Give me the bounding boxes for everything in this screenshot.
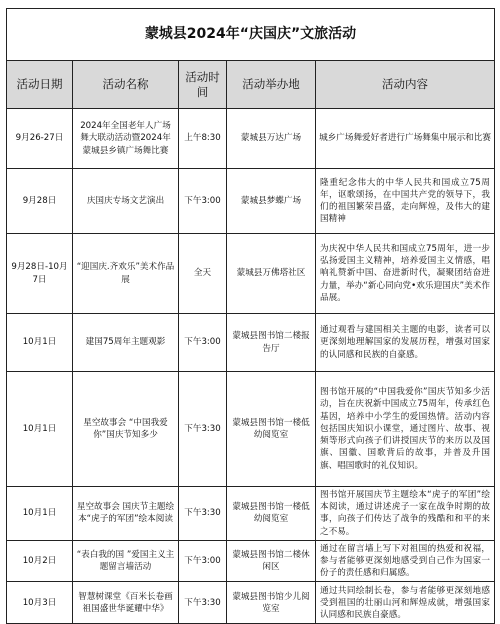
cell-name: “迎国庆.齐欢乐”美术作品展 xyxy=(73,234,179,314)
header-date: 活动日期 xyxy=(7,61,73,109)
cell-venue: 蒙城县图书馆二楼休闲区 xyxy=(227,540,316,582)
cell-content: 城乡广场舞爱好者进行广场舞集中展示和比赛 xyxy=(316,109,495,169)
cell-date: 10月1日 xyxy=(7,487,73,541)
cell-content: 图书馆开展的“中国我爱你”国庆节知多少活动，旨在庆祝新中国成立75周年，传承红色基因，培养中小学生的爱国热情。活动内容包括国庆知识小课堂，通过图片、故事、视频等形式向孩子们讲授国庆节的来历以及国旗、国徽、国歌背后的故事，并普及升国旗、唱国歌时的礼仪知识。 xyxy=(316,372,495,487)
cell-time: 下午3:30 xyxy=(179,372,227,487)
cell-content: 隆重纪念伟大的中华人民共和国成立75周年，讴歌颂扬，在中国共产党的领导下，我们的祖国繁荣昌盛，走向辉煌，及伟大的建国精神 xyxy=(316,169,495,234)
cell-name: “表白我的国 ”爱国主义主题留言墙活动 xyxy=(73,540,179,582)
cell-date: 10月1日 xyxy=(7,314,73,372)
table-row xyxy=(7,582,495,624)
header-row xyxy=(7,61,495,109)
activity-table xyxy=(6,8,495,624)
cell-venue: 蒙城县万达广场 xyxy=(227,109,316,169)
header-content: 活动内容 xyxy=(316,61,495,109)
table-title: 蒙城县2024年“庆国庆”文旅活动 xyxy=(7,9,495,61)
cell-time: 下午3:00 xyxy=(179,540,227,582)
cell-venue: 蒙城县图书馆一楼低幼阅览室 xyxy=(227,372,316,487)
cell-name: 智慧树课堂《百米长卷画祖国盛世华诞耀中华》 xyxy=(73,582,179,624)
header-time: 活动时间 xyxy=(179,61,227,109)
table-row xyxy=(7,314,495,372)
cell-venue: 蒙城县梦蝶广场 xyxy=(227,169,316,234)
cell-content: 通过在留言墙上写下对祖国的热爱和祝福，参与者能够更深刻地感受到自己作为国家一份子的责任感和归属感。 xyxy=(316,540,495,582)
cell-content: 通过共同绘制长卷，参与者能够更深刻地感受到祖国的壮丽山河和辉煌成就，增强国家认同感和民族自豪感。 xyxy=(316,582,495,624)
cell-content: 为庆祝中华人民共和国成立75周年，进一步弘扬爱国主义精神，培养爱国主义情感，唱响礼赞新中国、奋进新时代，凝聚团结奋进力量，举办“新心同向党•欢乐迎国庆”美术作品展。 xyxy=(316,234,495,314)
cell-date: 9月26-27日 xyxy=(7,109,73,169)
table-row xyxy=(7,234,495,314)
header-name: 活动名称 xyxy=(73,61,179,109)
cell-venue: 蒙城县图书馆少儿阅览室 xyxy=(227,582,316,624)
cell-venue: 蒙城县万佛塔社区 xyxy=(227,234,316,314)
table-row xyxy=(7,372,495,487)
cell-time: 全天 xyxy=(179,234,227,314)
cell-name: 建国75周年主题观影 xyxy=(73,314,179,372)
header-venue: 活动举办地 xyxy=(227,61,316,109)
table-row xyxy=(7,487,495,541)
cell-content: 图书馆开展国庆节主题绘本“虎子的军团”绘本阅读，通过讲述虎子一家在战争时期的故事，向孩子们传达了战争的残酷和和平的来之不易。 xyxy=(316,487,495,541)
cell-time: 下午3:30 xyxy=(179,487,227,541)
cell-name: 2024年全国老年人广场舞大联动活动暨2024年蒙城县乡镇广场舞比赛 xyxy=(73,109,179,169)
cell-date: 9月28日 xyxy=(7,169,73,234)
cell-name: 星空故事会 国庆节主题绘本“虎子的军团”绘本阅读 xyxy=(73,487,179,541)
cell-time: 下午3:00 xyxy=(179,314,227,372)
table-row xyxy=(7,109,495,169)
cell-time: 下午3:00 xyxy=(179,169,227,234)
cell-date: 9月28日-10月7日 xyxy=(7,234,73,314)
cell-time: 下午3:30 xyxy=(179,582,227,624)
table-row xyxy=(7,540,495,582)
cell-date: 10月2日 xyxy=(7,540,73,582)
cell-time: 上午8:30 xyxy=(179,109,227,169)
cell-date: 10月3日 xyxy=(7,582,73,624)
cell-venue: 蒙城县图书馆一楼低幼阅览室 xyxy=(227,487,316,541)
table-row xyxy=(7,169,495,234)
cell-content: 通过观看与建国相关主题的电影，读者可以更深刻地理解国家的发展历程，增强对国家的认同感和民族的自豪感。 xyxy=(316,314,495,372)
cell-name: 星空故事会 “中国我爱你”国庆节知多少 xyxy=(73,372,179,487)
cell-name: 庆国庆专场文艺演出 xyxy=(73,169,179,234)
cell-date: 10月1日 xyxy=(7,372,73,487)
cell-venue: 蒙城县图书馆二楼报告厅 xyxy=(227,314,316,372)
